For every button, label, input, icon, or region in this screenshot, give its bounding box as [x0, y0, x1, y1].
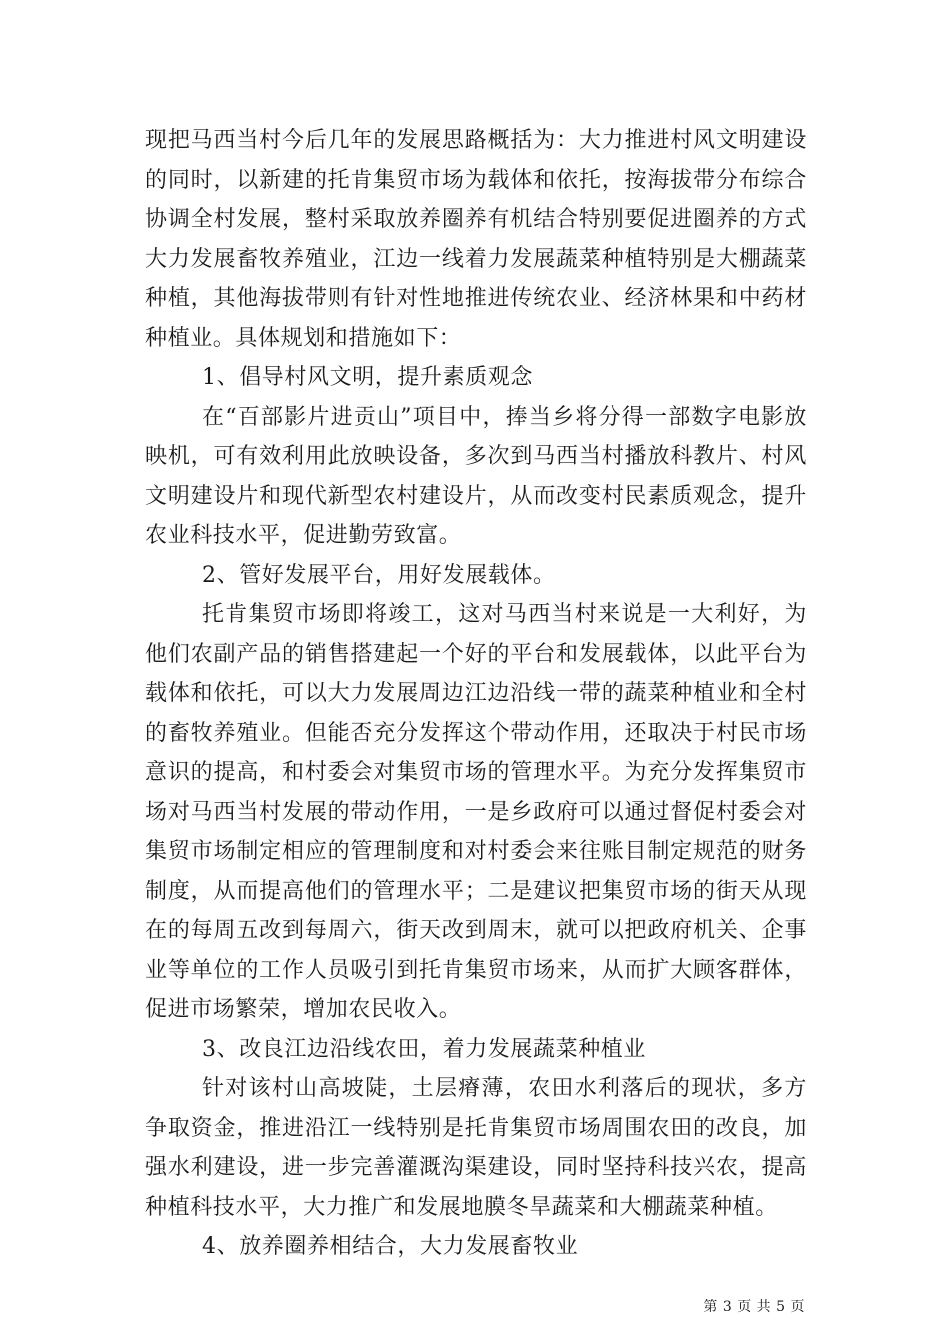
section-heading-2: 2、管好发展平台，用好发展载体。 [202, 562, 556, 588]
section-heading-3: 3、改良江边沿线农田，着力发展蔬菜种植业 [202, 1036, 646, 1062]
paragraph-section-3: 针对该村山高坡陡，土层瘠薄，农田水利落后的现状，多方争取资金，推进沿江一线特别是托肯集贸市场周围农田的改良，加强水利建设，进一步完善灌溉沟渠建设，同时坚持科技兴农，提高种植科技水平，大力推广和发展地膜冬旱蔬菜和大棚蔬菜种植。 [145, 1076, 807, 1220]
paragraph-section-1: 在“百部影片进贡山”项目中，捧当乡将分得一部数字电影放映机，可有效利用此放映设备，多次到马西当村播放科教片、村风文明建设片和现代新型农村建设片，从而改变村民素质观念，提升农业科技水平，促进勤劳致富。 [145, 404, 807, 548]
page-number-label: 第 3 页 共 5 页 [703, 1299, 805, 1315]
paragraph-intro: 现把马西当村今后几年的发展思路概括为：大力推进村风文明建设的同时，以新建的托肯集贸市场为载体和依托，按海拔带分布综合协调全村发展，整村采取放养圈养有机结合特别要促进圈养的方式大力发展畜牧养殖业，江边一线着力发展蔬菜种植特别是大棚蔬菜种植，其他海拔带则有针对性地推进传统农业、经济林果和中药材种植业。具体规划和措施如下： [145, 128, 807, 351]
paragraph-section-2: 托肯集贸市场即将竣工，这对马西当村来说是一大利好，为他们农副产品的销售搭建起一个好的平台和发展载体，以此平台为载体和依托，可以大力发展周边江边沿线一带的蔬菜种植业和全村的畜牧养殖业。但能否充分发挥这个带动作用，还取决于村民市场意识的提高，和村委会对集贸市场的管理水平。为充分发挥集贸市场对马西当村发展的带动作用，一是乡政府可以通过督促村委会对集贸市场制定相应的管理制度和对村委会来往账目制定规范的财务制度，从而提高他们的管理水平；二是建议把集贸市场的街天从现在的每周五改到每周六，街天改到周末，就可以把政府机关、企事业等单位的工作人员吸引到托肯集贸市场来，从而扩大顾客群体，促进市场繁荣，增加农民收入。 [145, 602, 807, 1022]
section-heading-1: 1、倡导村风文明，提升素质观念 [202, 365, 533, 390]
page-number-footer [703, 1296, 805, 1316]
document-body [145, 121, 807, 1267]
section-heading-4: 4、放养圈养相结合，大力发展畜牧业 [202, 1234, 579, 1259]
